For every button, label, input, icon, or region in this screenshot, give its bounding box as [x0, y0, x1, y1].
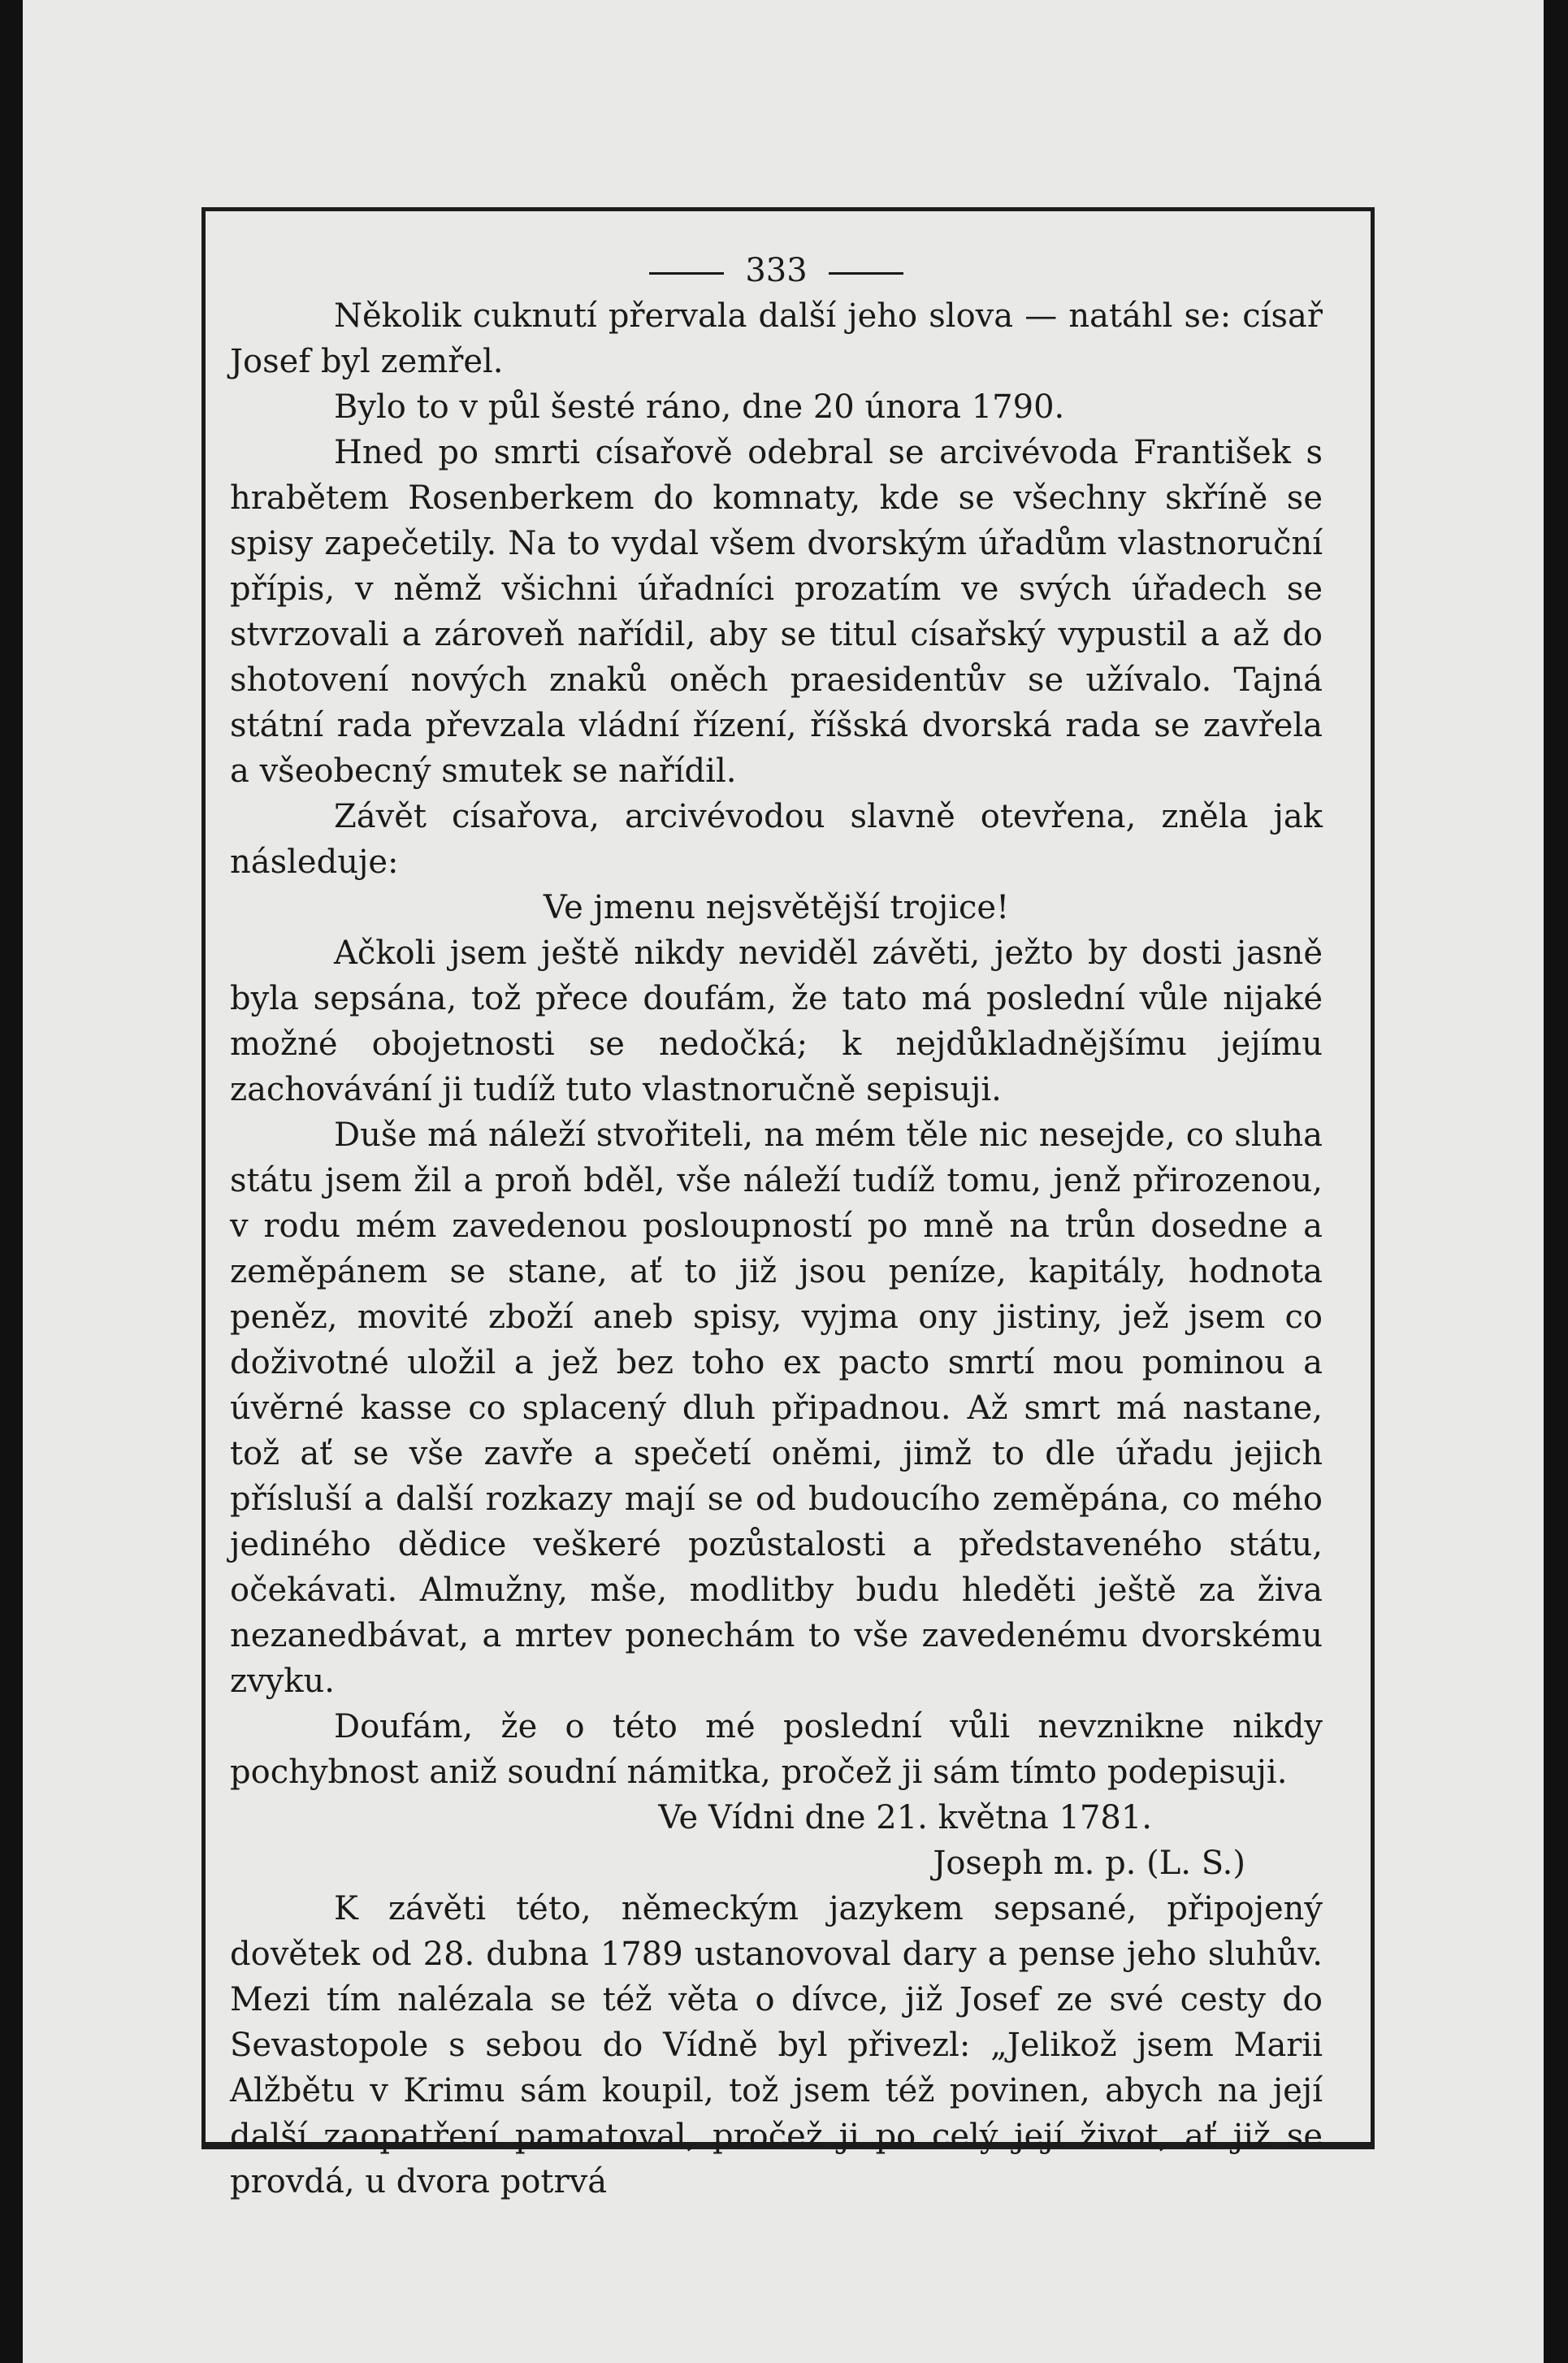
paragraph-7: Doufám, že o této mé poslední vůli nevznikne nikdy pochybnost aniž soudní námitka, pročež ji sám tímto podepisuji.	[230, 1708, 1323, 1791]
paragraph-2: Bylo to v půl šesté ráno, dne 20 února 1790.	[334, 388, 1065, 426]
page-text-block	[230, 248, 1323, 2205]
paragraph-3: Hned po smrti císařově odebral se arcivévoda František s hrabětem Rosenberkem do komnaty, kde se všechny skříně se spisy zapečetily. Na to vydal všem dvorským úřadům vlastnoruční přípis, v němž všichni úřadníci prozatím ve svých úřadech se stvrzovali a zároveň nařídil, aby se titul císařský vypustil a až do shotovení nových znaků oněch praesidentův se užívalo. Tajná státní rada převzala vládní řízení, říšská dvorská rada se zavřela a všeobecný smutek se nařídil.	[230, 434, 1323, 790]
page-border-frame	[201, 207, 1375, 2200]
place-date-line: Ve Vídni dne 21. května 1781.	[658, 1799, 1152, 1836]
paragraph-6: Duše má náleží stvořiteli, na mém těle nic nesejde, co sluha státu jsem žil a proň bděl, vše náleží tudíž tomu, jenž přirozenou, v rodu mém zavedenou posloupností po mně na trůn dosedne a zeměpánem se stane, ať to již jsou peníze, kapitály, hodnota peněz, movité zboží aneb spisy, vyjma ony jistiny, jež jsem co doživotné uložil a jež bez toho ex pacto smrtí mou pominou a úvěrné kasse co splacený dluh připadnou. Až smrt má nastane, tož ať se vše zavře a spečetí oněmi, jimž to dle úřadu jejich přísluší a další rozkazy mají se od budoucího zeměpána, co mého jediného dědice veškeré pozůstalosti a představeného státu, očekávati. Almužny, mše, modlitby budu hleděti ještě za živa nezanedbávat, a mrtev ponechám to vše zavedenému dvorskému zvyku.	[230, 1116, 1323, 1700]
invocation-line: Ve jmenu nejsvětější trojice!	[543, 889, 1010, 926]
paragraph-8: K závěti této, německým jazykem sepsané, připojený dovětek od 28. dubna 1789 ustanovoval dary a pense jeho sluhův. Mezi tím nalézala se též věta o dívce, již Josef ze své cesty do Sevastopole s sebou do Vídně byl přivezl: „Jelikož jsem Marii Alžbětu v Krimu sám koupil, tož jsem též povinen, abych na její další zaopatření pamatoval, pročež ji po celý její život, ať již se provdá, u dvora potrvá	[230, 1890, 1323, 2200]
book-page	[23, 0, 1544, 2363]
right-dash-rule	[829, 272, 903, 275]
paragraph-1: Několik cuknutí přervala další jeho slova — natáhl se: císař Josef byl zemřel.	[230, 297, 1323, 380]
page-number: 333	[745, 252, 808, 289]
page-number-header	[230, 248, 1323, 293]
paragraph-4: Závět císařova, arcivévodou slavně otevřena, zněla jak následuje:	[230, 798, 1323, 881]
signature-line: Joseph m. p. (L. S.)	[933, 1845, 1245, 1882]
paragraph-5: Ačkoli jsem ještě nikdy neviděl závěti, ježto by dosti jasně byla sepsána, tož přece doufám, že tato má poslední vůle nijaké možné obojetnosti se nedočká; k nejdůkladnějšímu jejímu zachovávání ji tudíž tuto vlastnoručně sepisuji.	[230, 934, 1323, 1108]
left-dash-rule	[649, 272, 724, 275]
